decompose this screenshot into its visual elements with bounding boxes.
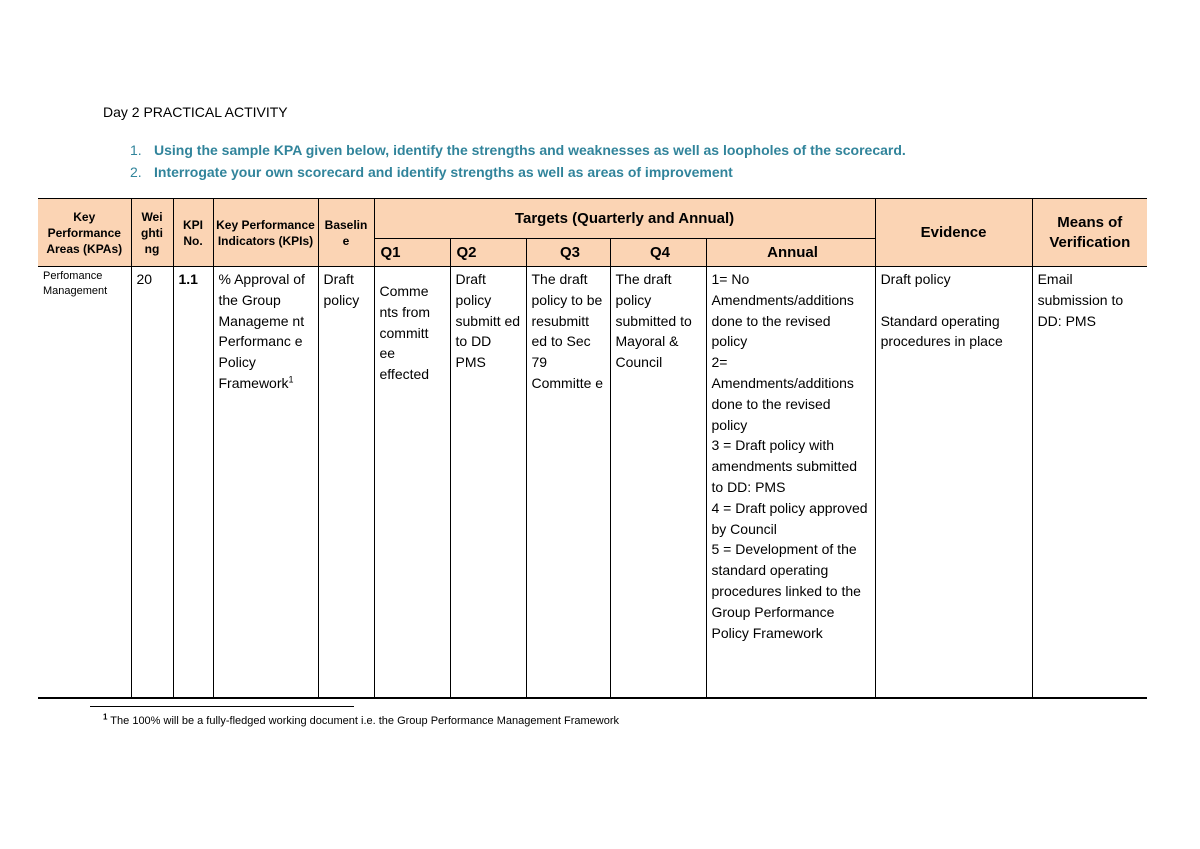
instruction-number: 1.	[130, 142, 142, 158]
header-evidence: Evidence	[875, 199, 1032, 267]
footnote-separator	[90, 706, 354, 707]
instruction-list	[130, 140, 906, 184]
header-kpi-no: KPI No.	[173, 199, 213, 267]
footnote-ref[interactable]: 1	[288, 374, 294, 385]
instruction-item	[130, 140, 906, 162]
header-annual: Annual	[706, 239, 875, 267]
kpi-text: % Approval of the Group Manageme nt Performanc e Policy Framework	[218, 271, 305, 391]
header-weighting: Wei ghti ng	[131, 199, 173, 267]
instruction-number: 2.	[130, 164, 142, 180]
cell-q3: The draft policy to be resubmitt ed to Sec 79 Committe e	[526, 267, 610, 699]
kpa-scorecard-table	[38, 198, 1147, 699]
cell-q1: Comme nts from committ ee effected	[374, 267, 450, 699]
cell-evidence: Draft policy Standard operating procedures in place	[875, 267, 1032, 699]
header-q2: Q2	[450, 239, 526, 267]
header-kpi: Key Performance Indicators (KPIs)	[213, 199, 318, 267]
header-kpa: Key Performance Areas (KPAs)	[38, 199, 131, 267]
cell-kpi	[213, 267, 318, 699]
header-targets: Targets (Quarterly and Annual)	[374, 199, 875, 239]
instruction-text: Interrogate your own scorecard and identify strengths as well as areas of improvement	[154, 164, 733, 180]
cell-kpi-no: 1.1	[173, 267, 213, 699]
header-baseline: Baselin e	[318, 199, 374, 267]
footnote	[103, 712, 620, 727]
header-verification: Means of Verification	[1032, 199, 1147, 267]
cell-baseline: Draft policy	[318, 267, 374, 699]
instruction-text: Using the sample KPA given below, identify the strengths and weaknesses as well as loopholes of the scorecard.	[154, 142, 906, 158]
instruction-item	[130, 162, 906, 184]
header-q3: Q3	[526, 239, 610, 267]
cell-q4: The draft policy submitted to Mayoral & Council	[610, 267, 706, 699]
footnote-text: The 100% will be a fully-fledged working document i.e. the Group Performance Management Framework	[107, 715, 620, 727]
footnote-number: 1	[103, 712, 108, 722]
cell-kpa: Perfomance Management	[38, 267, 131, 699]
cell-q2: Draft policy submitt ed to DD PMS	[450, 267, 526, 699]
header-q4: Q4	[610, 239, 706, 267]
page-title: Day 2 PRACTICAL ACTIVITY	[103, 104, 288, 120]
header-q1: Q1	[374, 239, 450, 267]
cell-weighting: 20	[131, 267, 173, 699]
cell-annual: 1= No Amendments/additions done to the revised policy 2= Amendments/additions done to the revised policy 3 = Draft policy with amendments submitted to DD: PMS 4 = Draft policy approved by Council 5 = Development of the standard operating procedures linked to the Group Performance Policy Framework	[706, 267, 875, 699]
cell-verification: Email submission to DD: PMS	[1032, 267, 1147, 699]
